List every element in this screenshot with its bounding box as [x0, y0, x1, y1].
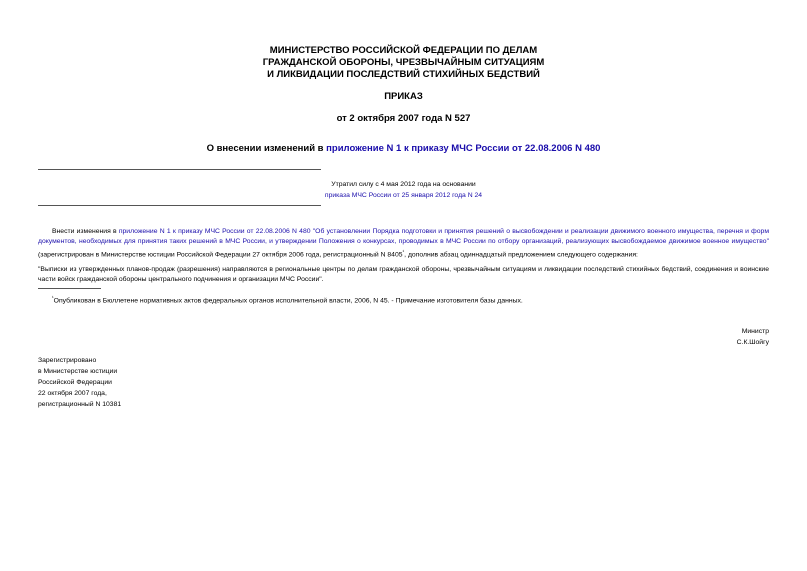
document-title: [0, 143, 807, 155]
ministry-line-3: И ЛИКВИДАЦИИ ПОСЛЕДСТВИЙ СТИХИЙНЫХ БЕДСТВИЙ: [267, 69, 540, 80]
registration-line-5: регистрационный N 10381: [38, 401, 122, 408]
document-date: от 2 октября 2007 года N 527: [336, 113, 471, 124]
p1-start: Внести изменения в: [52, 228, 119, 235]
document-type: ПРИКАЗ: [384, 91, 423, 102]
title-link[interactable]: приложение N 1 к приказу МЧС России от 22.08.2006 N 480: [326, 143, 601, 154]
p1-link[interactable]: приложение N 1 к приказу МЧС России от 22.08.2006 N 480 "Об установлении Порядка подготовки и принятия решений о высвобождении и реализации движимого военного имущества, перечня и форм документов, необходимых для принятия таких решений в МЧС России, и утверждении Положения о конкурсах, проводимых в МЧС России по отбору организаций, реализующих высвобождаемое движимое военное имущество": [38, 228, 769, 245]
paragraph-1: [38, 227, 769, 260]
status-line: Утратил силу с 4 мая 2012 года на основании: [331, 181, 476, 188]
registration-line-4: 22 октября 2007 года,: [38, 390, 107, 397]
ministry-line-1: МИНИСТЕРСТВО РОССИЙСКОЙ ФЕДЕРАЦИИ ПО ДЕЛАМ: [269, 45, 538, 56]
footnote-divider: [38, 288, 101, 289]
footnote-ref[interactable]: ¹: [402, 249, 405, 255]
paragraph-2: "Выписки из утвержденных планов-продаж (разрешения) направляются в региональные центры по делам гражданской обороны, чрезвычайным ситуациям и ликвидации последствий стихийных бедствий, соединения и воинские части войск гражданской обороны центрального подчинения и организации МЧС России".: [38, 266, 769, 283]
registration-line-3: Российской Федерации: [38, 379, 112, 386]
ministry-line-2: ГРАЖДАНСКОЙ ОБОРОНЫ, ЧРЕЗВЫЧАЙНЫМ СИТУАЦИЯМ: [262, 57, 545, 68]
footnote-mark: ¹: [52, 295, 54, 301]
registration-line-1: Зарегистрировано: [38, 357, 97, 364]
p1-end: , дополнив абзац одиннадцатый предложением следующего содержания:: [404, 251, 638, 259]
divider-top: [38, 169, 321, 170]
signature-role: Министр: [741, 328, 769, 335]
status-link[interactable]: приказа МЧС России от 25 января 2012 года N 24: [324, 192, 483, 199]
footnote-text: Опубликован в Бюллетене нормативных актов федеральных органов исполнительной власти, 2006, N 45. - Примечание изготовителя базы данных.: [53, 297, 523, 305]
divider-bottom: [38, 205, 321, 206]
p1-middle: (зарегистрирован в Министерстве юстиции Российской Федерации 27 октября 2006 года, регистрационный N 8405: [38, 251, 403, 259]
footnote: [52, 293, 752, 306]
registration-line-2: в Министерстве юстиции: [38, 368, 118, 375]
title-prefix: О внесении изменений в: [206, 143, 327, 154]
signature-name: С.К.Шойгу: [736, 339, 769, 346]
